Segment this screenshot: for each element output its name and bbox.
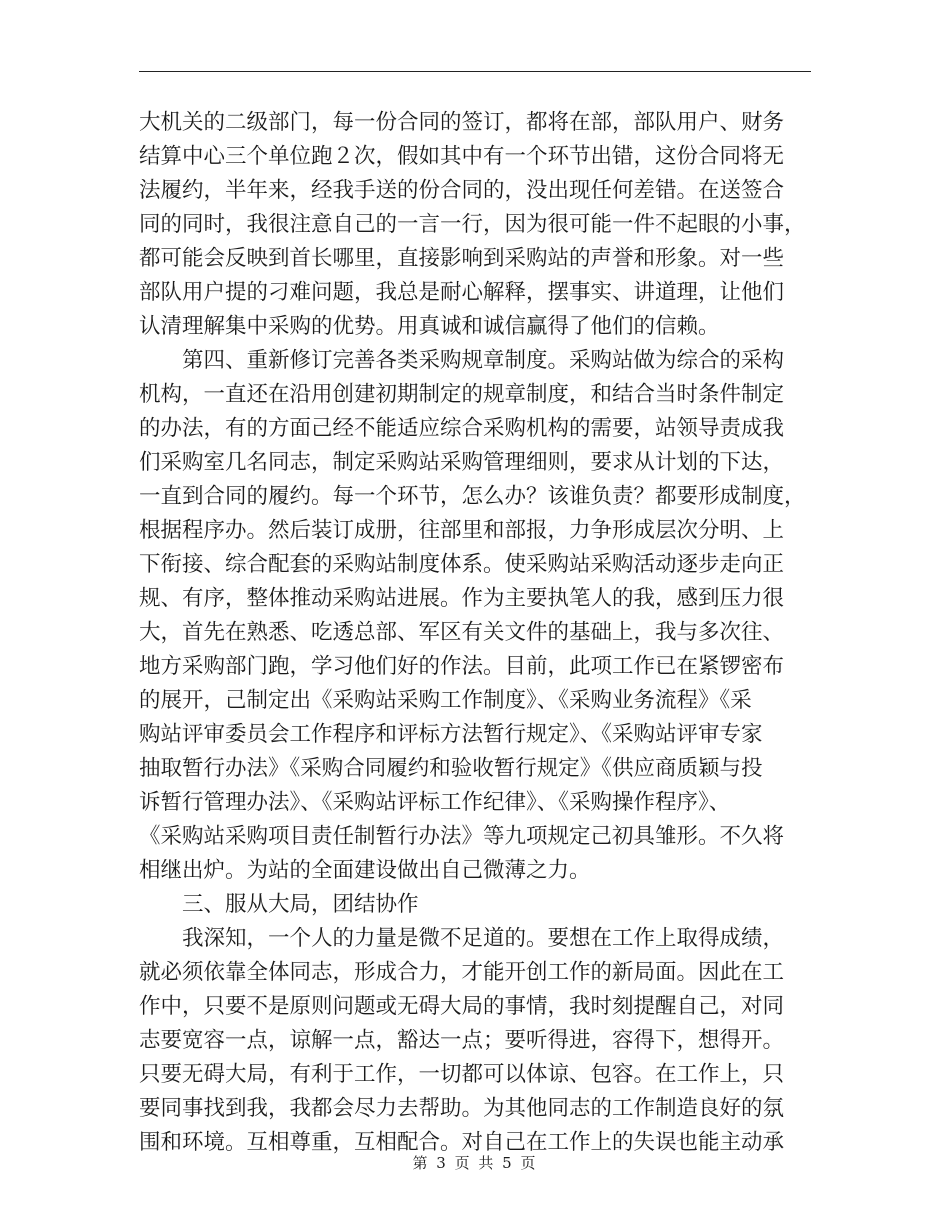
text-line: 规、有序，整体推动采购站进展。作为主要执笔人的我，感到压力很 [139,586,785,611]
text-line: 的展开，己制定出《采购站采购工作制度》、《采购业务流程》《采 [139,688,752,713]
text-line: 一直到合同的履约。每一个环节，怎么办？该谁负责？都要形成制度， [139,484,806,509]
text-line: 相继出炉。为站的全面建设做出自己微薄之力。 [139,858,591,883]
text-line: 志要宽容一点，谅解一点，豁达一点；要听得进，容得下，想得开。 [139,1028,785,1053]
section-heading: 三、服从大局，团结协作 [139,892,419,917]
text-line: 地方采购部门跑，学习他们好的作法。目前，此项工作已在紧锣密布 [139,654,785,679]
text-line: 大机关的二级部门，每一份合同的签订，都将在部，部队用户、财务 [139,110,785,135]
text-line: 都可能会反映到首长哪里，直接影响到采购站的声誉和形象。对一些 [139,246,785,271]
text-line: 抽取暂行办法》《采购合同履约和验收暂行规定》《供应商质颖与投 [139,756,763,781]
text-line: 大，首先在熟悉、吃透总部、军区有关文件的基础上，我与多次往、 [139,620,785,645]
text-line: 围和环境。互相尊重，互相配合。对自己在工作上的失误也能主动承 [139,1130,785,1155]
text-line: 认清理解集中采购的优势。用真诚和诚信赢得了他们的信赖。 [139,314,720,339]
text-line: 的办法，有的方面己经不能适应综合采购机构的需要，站领导责成我 [139,416,785,441]
text-line: 第四、重新修订完善各类采购规章制度。采购站做为综合的采构 [139,348,785,373]
text-line: 我深知，一个人的力量是微不足道的。要想在工作上取得成绩， [139,926,785,951]
text-line: 购站评审委员会工作程序和评标方法暂行规定》、《采购站评审专家 [139,722,763,747]
text-line: 《采购站采购项目责任制暂行办法》等九项规定己初具雏形。不久将 [139,824,785,849]
text-line: 只要无碍大局，有利于工作，一切都可以体谅、包容。在工作上，只 [139,1062,785,1087]
text-line: 机构，一直还在沿用创建初期制定的规章制度，和结合当时条件制定 [139,382,785,407]
text-line: 部队用户提的刁难问题，我总是耐心解释，摆事实、讲道理，让他们 [139,280,785,305]
text-line: 诉暂行管理办法》、《采购站评标工作纪律》、《采购操作程序》、 [139,790,731,815]
text-line: 下衔接、综合配套的采购站制度体系。使采购站采购活动逐步走向正 [139,552,785,577]
text-line: 们采购室几名同志，制定采购站采购管理细则，要求从计划的下达， [139,450,785,475]
body-text [139,106,811,1160]
header-rule [139,71,811,72]
page-footer: 第 3 页 共 5 页 [412,1154,538,1172]
text-line: 同的同时，我很注意自己的一言一行，因为很可能一件不起眼的小事， [139,212,806,237]
text-line: 结算中心三个单位跑２次，假如其中有一个环节出错，这份合同将无 [139,144,785,169]
text-line: 就必须依靠全体同志，形成合力，才能开创工作的新局面。因此在工 [139,960,785,985]
text-line: 法履约，半年来，经我手送的份合同的，没出现任何差错。在送签合 [139,178,785,203]
text-line: 根据程序办。然后装订成册，往部里和部报，力争形成层次分明、上 [139,518,785,543]
text-line: 作中，只要不是原则问题或无碍大局的事情，我时刻提醒自己，对同 [139,994,785,1019]
text-line: 要同事找到我，我都会尽力去帮助。为其他同志的工作制造良好的氛 [139,1096,785,1121]
